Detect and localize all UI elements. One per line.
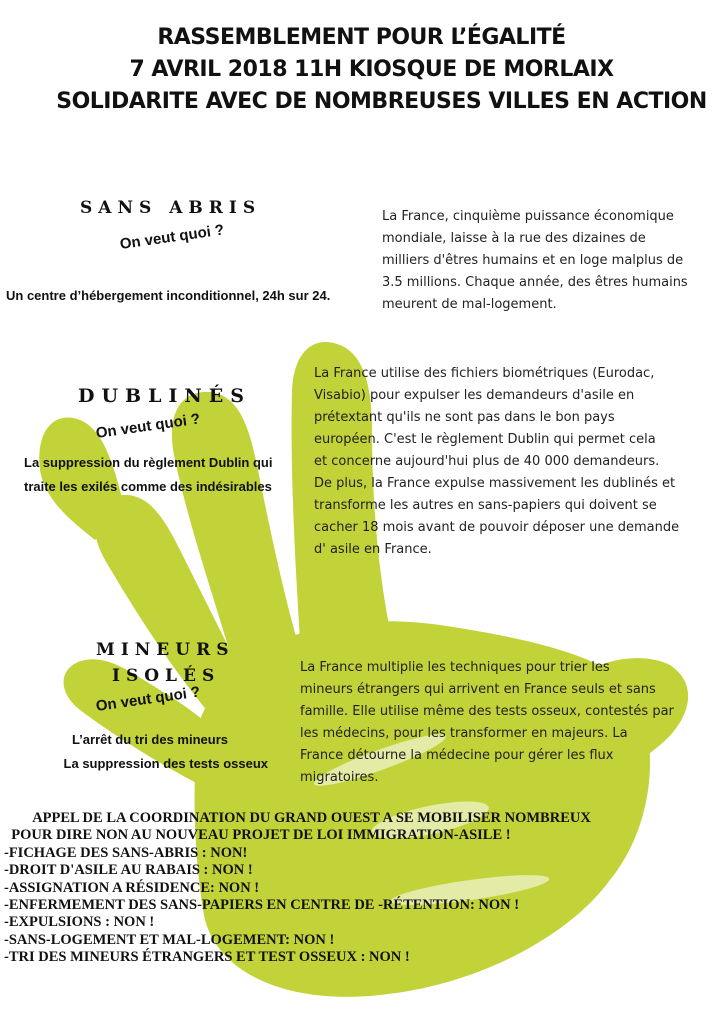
section-title-sans-abris: SANS ABRIS: [80, 198, 262, 218]
appeal-line: -ASSIGNATION A RÉSIDENCE: NON !: [4, 879, 260, 896]
text-dublines: La France utilise des fichiers biométriques (Eurodac, Visabio) pour expulser les demandeurs d'asile en prétextant qu'ils ne sont pas dans le bon pays européen. C'est le règlement Dublin qui permet cela et concerne aujourd'hui plus de 40 000 demandeurs. De plus, la France expulse massivement les dublinés et transforme les autres en sans-papiers qui doivent se cacher 18 mois avant de pouvoir déposer une demande d' asile en France.: [314, 366, 680, 557]
section-title-dublines: DUBLINÉS: [78, 385, 251, 407]
appeal-line: -DROIT D'ASILE AU RABAIS : NON !: [4, 862, 253, 879]
appeal-block: [4, 810, 720, 967]
text-sans-abris: La France, cinquième puissance économique mondiale, laisse à la rue des dizaines de milliers d'êtres humains et en loge malplus de 3.5 millions. Chaque année, des êtres humains meurent de mal-logement.: [382, 209, 688, 312]
appeal-line: APPEL DE LA COORDINATION DU GRAND OUEST A SE MOBILISER NOMBREUX: [4, 810, 591, 826]
appeal-line: -FICHAGE DES SANS-ABRIS : NON!: [4, 844, 248, 861]
section-title-mineurs-line2: ISOLÉS: [112, 666, 221, 686]
appeal-line: -EXPULSIONS : NON !: [4, 914, 155, 931]
header-line-2: 7 AVRIL 2018 11H KIOSQUE DE MORLAIX: [129, 57, 614, 82]
appeal-line: -ENFERMEMENT DES SANS-PAPIERS EN CENTRE DE -RÉTENTION: NON !: [4, 897, 520, 914]
event-header: [0, 22, 723, 118]
appeal-line: POUR DIRE NON AU NOUVEAU PROJET DE LOI IMMIGRATION-ASILE !: [4, 827, 511, 844]
demand-dublines: La suppression du règlement Dublin qui traite les exilés comme des indésirables: [24, 455, 273, 494]
demand-mineurs: L’arrêt du tri des mineurs La suppression des tests osseux: [63, 732, 268, 771]
ask-sans-abris: On veut quoi ?: [118, 221, 226, 253]
text-mineurs: La France multiplie les techniques pour trier les mineurs étrangers qui arrivent en France seuls et sans famille. Elle utilise même des tests osseux, contestés par les médecins, pour les transformer en majeurs. La France détourne la médecine pour gérer les flux migratoires.: [300, 660, 674, 785]
ask-dublines: On veut quoi ?: [94, 410, 202, 442]
appeal-line: -SANS-LOGEMENT ET MAL-LOGEMENT: NON !: [4, 931, 335, 948]
section-title-mineurs-line1: MINEURS: [96, 640, 235, 660]
header-line-1: RASSEMBLEMENT POUR L’ÉGALITÉ: [157, 25, 566, 50]
appeal-line: -TRI DES MINEURS ÉTRANGERS ET TEST OSSEUX : NON !: [4, 949, 410, 966]
ask-mineurs: On veut quoi ?: [94, 683, 202, 715]
demand-sans-abris: Un centre d’hébergement inconditionnel, 24h sur 24.: [6, 288, 331, 303]
header-line-3: SOLIDARITE AVEC DE NOMBREUSES VILLES EN ACTION: [56, 89, 707, 114]
